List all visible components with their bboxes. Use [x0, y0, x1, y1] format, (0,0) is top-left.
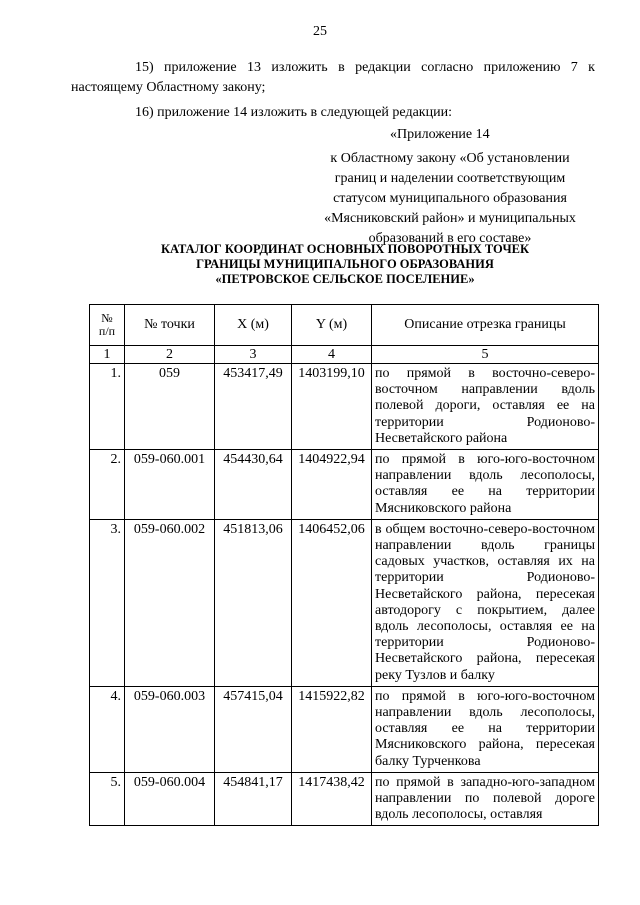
page-number: 25 [313, 24, 327, 39]
row-number: 4. [90, 686, 125, 772]
column-number: 4 [292, 346, 372, 364]
header-y: Y (м) [292, 305, 372, 346]
row-description: по прямой в юго-юго-восточном направлении вдоль лесополосы, оставляя ее на территории Мясниковского района [372, 450, 599, 520]
appendix-caption-line: границ и наделении соответствующим [334, 171, 566, 186]
column-number: 5 [372, 346, 599, 364]
row-point: 059-060.004 [125, 772, 215, 826]
paragraph-15-line-2: настоящему Областному закону; [71, 80, 266, 95]
table-row [90, 686, 599, 772]
row-x: 457415,04 [215, 686, 292, 772]
paragraph-15-line-1: 15) приложение 13 изложить в редакции согласно приложению 7 к [135, 60, 595, 75]
column-number: 1 [90, 346, 125, 364]
column-number: 3 [215, 346, 292, 364]
row-x: 454841,17 [215, 772, 292, 826]
row-y: 1417438,42 [292, 772, 372, 826]
row-x: 451813,06 [215, 519, 292, 686]
catalog-title-line: КАТАЛОГ КООРДИНАТ ОСНОВНЫХ ПОВОРОТНЫХ ТОЧЕК [160, 242, 530, 256]
row-description: по прямой в восточно-северо-восточном направлении вдоль полевой дороги, оставляя ее на территории Родионово-Несветайского района [372, 364, 599, 450]
row-number: 2. [90, 450, 125, 520]
catalog-title-line: ГРАНИЦЫ МУНИЦИПАЛЬНОГО ОБРАЗОВАНИЯ [196, 257, 494, 271]
row-y: 1406452,06 [292, 519, 372, 686]
paragraph-15 [71, 58, 595, 98]
catalog-title-line: «ПЕТРОВСКОЕ СЕЛЬСКОЕ ПОСЕЛЕНИЕ» [215, 272, 475, 286]
header-num-abbrev: п/п [98, 324, 116, 338]
row-point: 059-060.002 [125, 519, 215, 686]
row-y: 1415922,82 [292, 686, 372, 772]
header-description: Описание отрезка границы [372, 305, 599, 346]
catalog-title [95, 242, 595, 287]
header-num-symbol: № [101, 311, 113, 325]
column-number: 2 [125, 346, 215, 364]
row-number: 5. [90, 772, 125, 826]
paragraph-16: 16) приложение 14 изложить в следующей редакции: [135, 105, 452, 120]
row-y: 1404922,94 [292, 450, 372, 520]
table-row [90, 772, 599, 826]
coordinates-table [89, 304, 599, 826]
row-description: в общем восточно-северо-восточном направлении вдоль границы садовых участков, оставляя их на территории Родионово-Несветайского района, пересекая автодорогу с покрытием, далее вдоль лесополосы, оставляя ее на территории Родионово-Несветайского района, пересекая реку Тузлов и балку [372, 519, 599, 686]
appendix-caption-line: статусом муниципального образования [333, 191, 567, 206]
column-numbering-row [90, 346, 599, 364]
table-row [90, 364, 599, 450]
appendix-heading: «Приложение 14 [390, 127, 490, 142]
row-number: 3. [90, 519, 125, 686]
row-x: 454430,64 [215, 450, 292, 520]
header-num [90, 305, 125, 346]
row-description: по прямой в юго-юго-восточном направлении вдоль лесополосы, оставляя ее на территории Мясниковского района, пересекая балку Турченкова [372, 686, 599, 772]
table-row [90, 519, 599, 686]
row-number: 1. [90, 364, 125, 450]
row-point: 059 [125, 364, 215, 450]
appendix-caption-line: «Мясниковский район» и муниципальных [324, 211, 576, 226]
table-row [90, 450, 599, 520]
row-description: по прямой в западно-юго-западном направлении по полевой дороге вдоль лесополосы, оставляя [372, 772, 599, 826]
row-x: 453417,49 [215, 364, 292, 450]
header-x: X (м) [215, 305, 292, 346]
row-y: 1403199,10 [292, 364, 372, 450]
appendix-caption-line: образований в его составе» [368, 231, 532, 246]
row-point: 059-060.001 [125, 450, 215, 520]
appendix-caption-line: к Областному закону «Об установлении [330, 151, 570, 166]
row-point: 059-060.003 [125, 686, 215, 772]
appendix-caption [300, 149, 600, 249]
header-point: № точки [125, 305, 215, 346]
table-header-row [90, 305, 599, 346]
